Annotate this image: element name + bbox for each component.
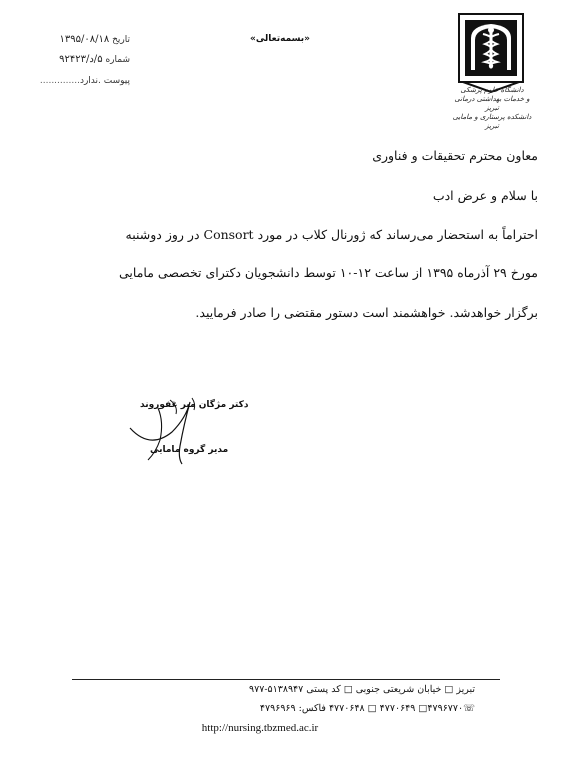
attachment-label: پیوست .ندارد — [79, 76, 130, 86]
footer-phones: ☏۴۷۹۶۷۷۰□ ۴۷۷۰۶۴۹ □ ۴۷۷۰۶۴۸ فاکس: ۴۷۹۶۹۶۹ — [259, 703, 475, 714]
university-emblem-icon — [457, 12, 525, 94]
bismillah-heading: «بسمه‌تعالی» — [250, 34, 310, 44]
footer-divider — [72, 679, 500, 680]
letter-addressee: معاون محترم تحقیقات و فناوری — [372, 148, 538, 163]
logo-caption-line-2: و خدمات بهداشتی درمانی تبریز — [454, 95, 530, 112]
logo-caption-line-1: دانشگاه علوم پزشکی — [460, 86, 524, 94]
university-logo — [457, 12, 525, 94]
footer-website-link[interactable]: http://nursing.tbzmed.ac.ir — [201, 722, 319, 734]
attachment-line — [39, 76, 130, 86]
number-line — [48, 54, 130, 65]
footer-address: تبریز □ خیابان شریعتی جنوبی □ کد پستی ۵۱۳۸۹۴۷-۹۷۷ — [249, 684, 475, 695]
signatory-title: مدیر گروه مامایی — [150, 445, 229, 455]
date-line — [48, 34, 130, 45]
attachment-dots: .............. — [39, 76, 80, 86]
signatory-name: دکتر مژگان میر غفوروند — [140, 400, 249, 410]
number-value: ۵/د/۹۲۴۲۳ — [59, 54, 103, 65]
date-label: تاریخ — [112, 35, 130, 45]
number-label: شماره — [105, 55, 130, 65]
logo-caption — [449, 86, 535, 131]
letter-body-line-3: برگزار خواهدشد. خواهشمند است دستور مقتضی را صادر فرمایید. — [195, 305, 538, 320]
letter-body-line-1: احتراماً به استحضار می‌رساند که ژورنال کلاب در مورد Consort در روز دوشنبه — [125, 227, 538, 242]
letter-greeting: با سلام و عرض ادب — [432, 188, 538, 203]
logo-caption-line-3: دانشکده پرستاری و مامایی تبریز — [452, 113, 532, 130]
date-value: ۱۳۹۵/۰۸/۱۸ — [59, 34, 110, 45]
letter-body-line-2: مورخ ۲۹ آذرماه ۱۳۹۵ از ساعت ۱۲-۱۰ توسط دانشجویان دکترای تخصصی مامایی — [119, 265, 538, 280]
